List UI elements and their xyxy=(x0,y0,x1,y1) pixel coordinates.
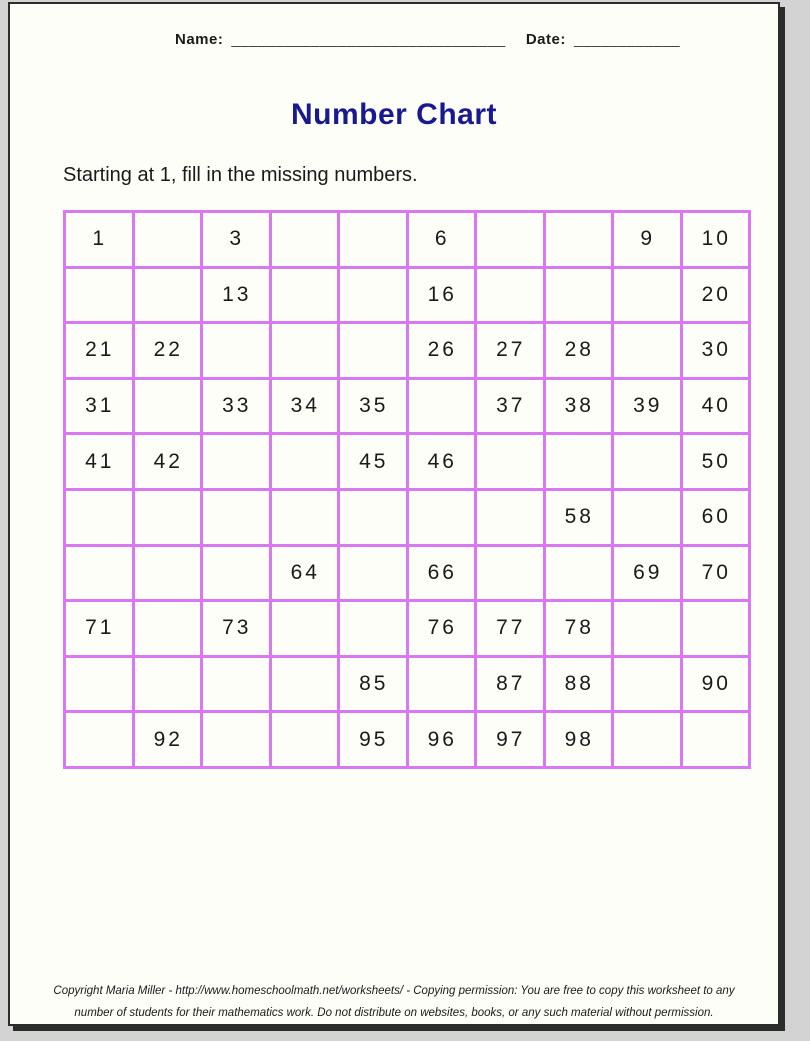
grid-cell-filled: 85 xyxy=(339,656,408,712)
grid-cell-filled: 27 xyxy=(476,323,545,379)
grid-cell-empty[interactable] xyxy=(270,601,339,657)
grid-cell-empty[interactable] xyxy=(270,712,339,768)
grid-cell-filled: 30 xyxy=(681,323,750,379)
grid-cell-empty[interactable] xyxy=(476,267,545,323)
grid-cell-empty[interactable] xyxy=(681,601,750,657)
grid-cell-empty[interactable] xyxy=(544,212,613,268)
grid-cell-empty[interactable] xyxy=(613,434,682,490)
grid-cell-empty[interactable] xyxy=(270,656,339,712)
grid-cell-filled: 87 xyxy=(476,656,545,712)
grid-cell-filled: 90 xyxy=(681,656,750,712)
grid-cell-filled: 70 xyxy=(681,545,750,601)
grid-cell-filled: 3 xyxy=(202,212,271,268)
grid-cell-empty[interactable] xyxy=(133,656,202,712)
grid-cell-empty[interactable] xyxy=(476,545,545,601)
grid-cell-filled: 96 xyxy=(407,712,476,768)
grid-cell-filled: 9 xyxy=(613,212,682,268)
grid-cell-empty[interactable] xyxy=(202,545,271,601)
grid-cell-empty[interactable] xyxy=(613,601,682,657)
grid-cell-empty[interactable] xyxy=(339,267,408,323)
grid-cell-empty[interactable] xyxy=(133,545,202,601)
date-label: Date: xyxy=(525,31,566,48)
grid-row xyxy=(65,601,750,657)
grid-cell-empty[interactable] xyxy=(407,378,476,434)
grid-cell-filled: 76 xyxy=(407,601,476,657)
grid-cell-empty[interactable] xyxy=(202,434,271,490)
grid-row xyxy=(65,545,750,601)
grid-cell-empty[interactable] xyxy=(65,545,134,601)
grid-cell-empty[interactable] xyxy=(613,267,682,323)
grid-cell-empty[interactable] xyxy=(133,212,202,268)
grid-cell-filled: 97 xyxy=(476,712,545,768)
grid-cell-empty[interactable] xyxy=(476,489,545,545)
grid-cell-empty[interactable] xyxy=(339,323,408,379)
grid-cell-empty[interactable] xyxy=(613,712,682,768)
grid-cell-filled: 78 xyxy=(544,601,613,657)
instruction-text: Starting at 1, fill in the missing numbers. xyxy=(63,164,418,186)
grid-row xyxy=(65,212,750,268)
grid-cell-filled: 37 xyxy=(476,378,545,434)
grid-cell-filled: 28 xyxy=(544,323,613,379)
grid-cell-empty[interactable] xyxy=(613,489,682,545)
grid-cell-filled: 26 xyxy=(407,323,476,379)
header xyxy=(175,31,680,48)
grid-cell-filled: 22 xyxy=(133,323,202,379)
grid-cell-filled: 20 xyxy=(681,267,750,323)
grid-cell-empty[interactable] xyxy=(202,489,271,545)
grid-cell-empty[interactable] xyxy=(339,212,408,268)
grid-cell-filled: 60 xyxy=(681,489,750,545)
grid-cell-filled: 95 xyxy=(339,712,408,768)
name-label: Name: xyxy=(175,31,224,48)
footer-line-2: number of students for their mathematics work. Do not distribute on websites, books, or any such material without permission. xyxy=(74,1007,714,1019)
grid-cell-filled: 50 xyxy=(681,434,750,490)
grid-cell-filled: 46 xyxy=(407,434,476,490)
grid-cell-filled: 13 xyxy=(202,267,271,323)
grid-cell-empty[interactable] xyxy=(407,656,476,712)
grid-cell-filled: 6 xyxy=(407,212,476,268)
grid-cell-filled: 33 xyxy=(202,378,271,434)
grid-cell-filled: 21 xyxy=(65,323,134,379)
grid-cell-empty[interactable] xyxy=(339,545,408,601)
grid-cell-filled: 39 xyxy=(613,378,682,434)
grid-cell-empty[interactable] xyxy=(133,267,202,323)
grid-cell-filled: 1 xyxy=(65,212,134,268)
grid-cell-filled: 10 xyxy=(681,212,750,268)
footer-copyright xyxy=(10,980,778,1024)
grid-cell-filled: 64 xyxy=(270,545,339,601)
grid-row xyxy=(65,656,750,712)
grid-cell-empty[interactable] xyxy=(65,267,134,323)
grid-cell-empty[interactable] xyxy=(270,434,339,490)
grid-cell-empty[interactable] xyxy=(339,601,408,657)
grid-cell-filled: 88 xyxy=(544,656,613,712)
grid-cell-filled: 92 xyxy=(133,712,202,768)
grid-cell-filled: 38 xyxy=(544,378,613,434)
date-fill-line[interactable]: ____________ xyxy=(574,31,681,48)
grid-cell-empty[interactable] xyxy=(270,323,339,379)
grid-cell-empty[interactable] xyxy=(133,601,202,657)
grid-cell-filled: 45 xyxy=(339,434,408,490)
grid-row xyxy=(65,323,750,379)
grid-cell-empty[interactable] xyxy=(270,267,339,323)
grid-cell-empty[interactable] xyxy=(613,323,682,379)
footer-line-1: Copyright Maria Miller - http://www.homeschoolmath.net/worksheets/ - Copying permission: You are free to copy this worksheet to any xyxy=(53,985,735,997)
grid-cell-empty[interactable] xyxy=(65,712,134,768)
grid-cell-filled: 31 xyxy=(65,378,134,434)
grid-cell-filled: 41 xyxy=(65,434,134,490)
grid-cell-filled: 35 xyxy=(339,378,408,434)
grid-cell-empty[interactable] xyxy=(202,323,271,379)
grid-cell-filled: 66 xyxy=(407,545,476,601)
grid-cell-empty[interactable] xyxy=(613,656,682,712)
grid-cell-filled: 40 xyxy=(681,378,750,434)
grid-cell-empty[interactable] xyxy=(544,267,613,323)
grid-cell-filled: 71 xyxy=(65,601,134,657)
grid-cell-empty[interactable] xyxy=(544,545,613,601)
name-fill-line[interactable]: _______________________________ xyxy=(231,31,506,48)
grid-cell-empty[interactable] xyxy=(65,489,134,545)
grid-cell-filled: 73 xyxy=(202,601,271,657)
grid-cell-empty[interactable] xyxy=(270,212,339,268)
grid-row xyxy=(65,267,750,323)
grid-cell-filled: 16 xyxy=(407,267,476,323)
worksheet-title: Number Chart xyxy=(290,98,498,131)
grid-row xyxy=(65,378,750,434)
grid-cell-empty[interactable] xyxy=(202,656,271,712)
grid-cell-empty[interactable] xyxy=(476,434,545,490)
grid-cell-empty[interactable] xyxy=(65,656,134,712)
grid-cell-filled: 58 xyxy=(544,489,613,545)
grid-cell-empty[interactable] xyxy=(202,712,271,768)
grid-row xyxy=(65,434,750,490)
grid-cell-empty[interactable] xyxy=(270,489,339,545)
grid-cell-filled: 98 xyxy=(544,712,613,768)
grid-cell-empty[interactable] xyxy=(681,712,750,768)
grid-cell-empty[interactable] xyxy=(544,434,613,490)
grid-cell-filled: 69 xyxy=(613,545,682,601)
grid-cell-empty[interactable] xyxy=(476,212,545,268)
grid-cell-empty[interactable] xyxy=(133,489,202,545)
grid-row xyxy=(65,712,750,768)
grid-cell-empty[interactable] xyxy=(133,378,202,434)
grid-cell-filled: 42 xyxy=(133,434,202,490)
number-grid xyxy=(63,210,751,769)
grid-cell-filled: 34 xyxy=(270,378,339,434)
grid-cell-empty[interactable] xyxy=(407,489,476,545)
grid-cell-empty[interactable] xyxy=(339,489,408,545)
grid-cell-filled: 77 xyxy=(476,601,545,657)
grid-row xyxy=(65,489,750,545)
worksheet-page xyxy=(8,2,780,1026)
